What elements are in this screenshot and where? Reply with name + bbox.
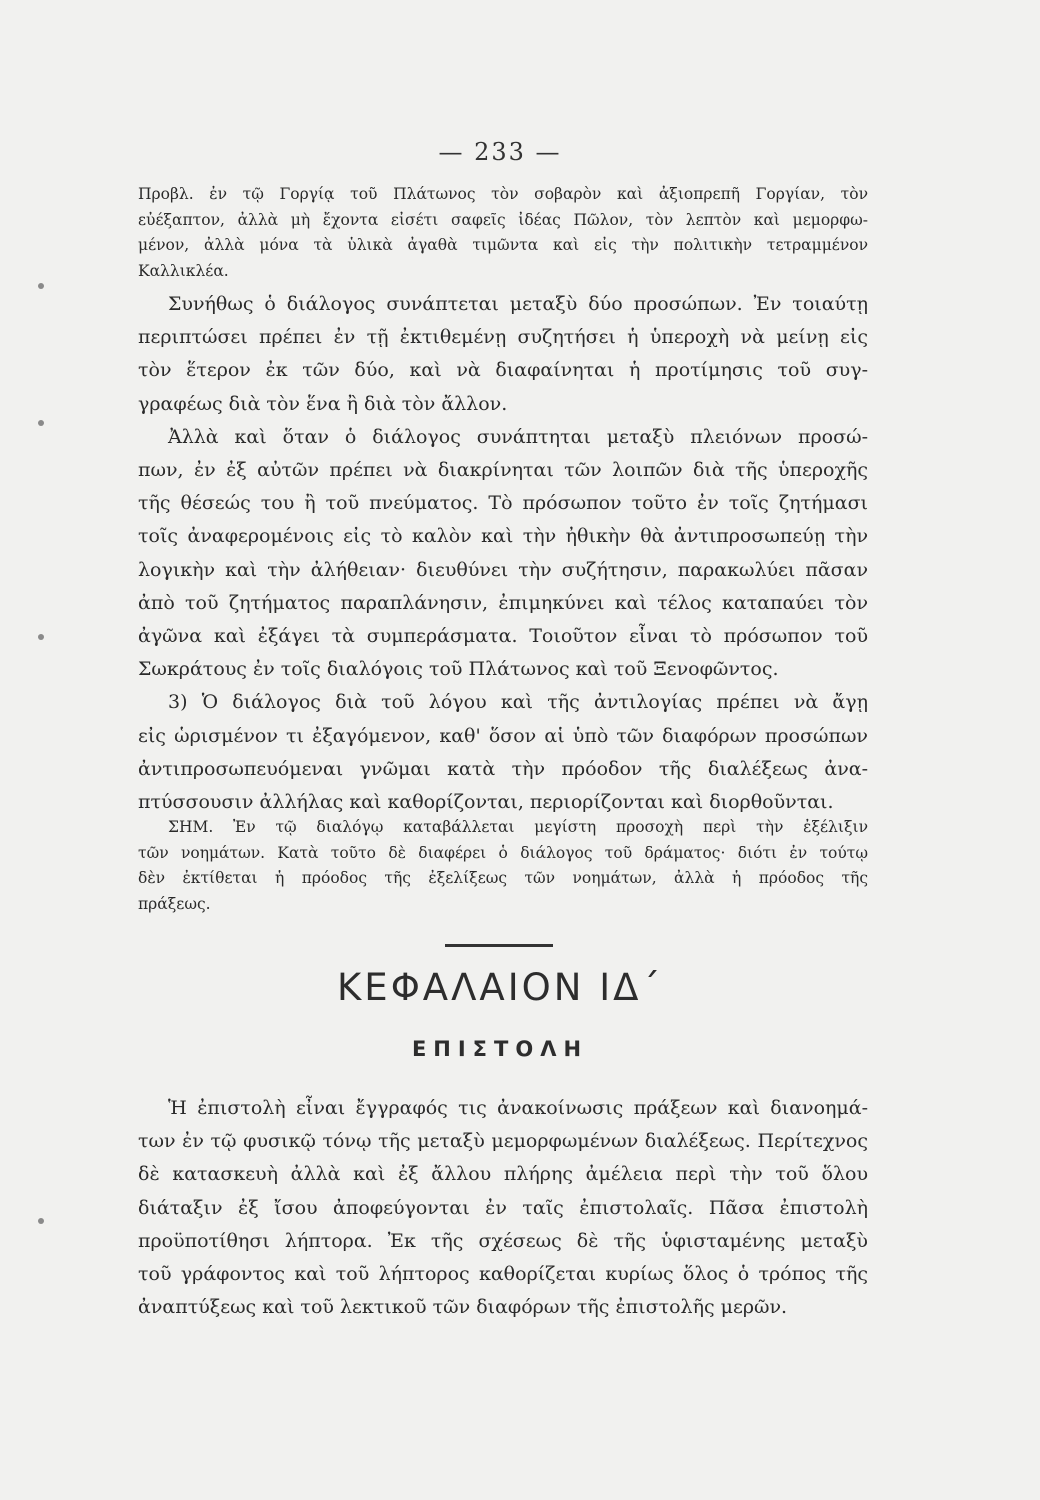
text-line: Ἡ ἐπιστολὴ εἶναι ἔγγραφός τις ἀνακοίνωσις πράξεων καὶ διανοημά- — [168, 1097, 868, 1119]
text-line: πράξεως. — [138, 894, 211, 913]
dialogue-section — [138, 288, 868, 819]
text-line: τοῦ γράφοντος καὶ τοῦ λήπτορος καθορίζεται κυρίως ὅλος ὁ τρόπος τῆς — [138, 1263, 868, 1286]
text-line: ἀντιπροσωπευόμεναι γνῶμαι κατὰ τὴν πρόοδον τῆς διαλέξεως ἀνα- — [138, 757, 868, 780]
text-line: εὐέξαπτον, ἀλλὰ μὴ ἔχοντα εἰσέτι σαφεῖς ἰδέας Πῶλον, τὸν λεπτὸν καὶ μεμορφω- — [138, 210, 868, 229]
text-line: Συνήθως ὁ διάλογος συνάπτεται μεταξὺ δύο προσώπων. Ἐν τοιαύτῃ — [168, 293, 868, 315]
text-line: ἀναπτύξεως καὶ τοῦ λεκτικοῦ τῶν διαφόρων τῆς ἐπιστολῆς μερῶν. — [138, 1296, 788, 1319]
text-line: Σωκράτους ἐν τοῖς διαλόγοις τοῦ Πλάτωνος καὶ τοῦ Ξενοφῶντος. — [138, 658, 779, 681]
text-line: πτύσσουσιν ἀλλήλας καὶ καθορίζονται, περιορίζονται καὶ διορθοῦνται. — [138, 791, 834, 814]
text-line: των ἐν τῷ φυσικῷ τόνῳ τῆς μεταξὺ μεμορφωμένων διαλέξεως. Περίτεχνος — [138, 1130, 868, 1153]
note-paragraph — [138, 815, 868, 917]
text-line: 3) Ὁ διάλογος διὰ τοῦ λόγου καὶ τῆς ἀντιλογίας πρέπει νὰ ἄγῃ — [168, 691, 868, 714]
text-line: ἀπὸ τοῦ ζητήματος παραπλάνησιν, ἐπιμηκύνει καὶ τέλος καταπαύει τὸν — [138, 591, 868, 614]
section-divider — [445, 944, 553, 947]
letter-section — [138, 1092, 868, 1324]
scan-speck — [38, 634, 44, 640]
text-line: δὲ κατασκευὴ ἀλλὰ καὶ ἐξ ἄλλου πλήρης ἀμέλεια περὶ τὴν τοῦ ὅλου — [138, 1163, 868, 1186]
text-line: δὲν ἐκτίθεται ἡ πρόοδος τῆς ἐξελίξεως τῶν νοημάτων, ἀλλὰ ἡ πρόοδος τῆς — [138, 869, 868, 887]
text-line: περιπτώσει πρέπει ἐν τῇ ἐκτιθεμένῃ συζητήσει ἡ ὑπεροχὴ νὰ μείνῃ εἰς — [138, 326, 868, 349]
text-line: εἰς ὡρισμένον τι ἐξαγόμενον, καθ' ὅσον αἱ ὑπὸ τῶν διαφόρων προσώπων — [138, 724, 868, 747]
text-line: τῶν νοημάτων. Κατὰ τοῦτο δὲ διαφέρει ὁ διάλογος τοῦ δράματος· διότι ἐν τούτῳ — [138, 843, 868, 862]
text-line: Καλλικλέα. — [138, 261, 229, 280]
text-line: μένον, ἀλλὰ μόνα τὰ ὑλικὰ ἀγαθὰ τιμῶντα καὶ εἰς τὴν πολιτικὴν τετραμμένον — [138, 236, 868, 254]
text-line: ἀγῶνα καὶ ἐξάγει τὰ συμπεράσματα. Τοιοῦτον εἶναι τὸ πρόσωπον τοῦ — [138, 625, 868, 648]
text-line: τοῖς ἀναφερομένοις εἰς τὸ καλὸν καὶ τὴν ἠθικὴν θὰ ἀντιπροσωπεύῃ τὴν — [138, 525, 868, 548]
chapter-title: ΚΕΦΑΛΑΙΟΝ ΙΔ΄ — [337, 966, 663, 1009]
text-line: ΣΗΜ. Ἐν τῷ διαλόγῳ καταβάλλεται μεγίστη προσοχὴ περὶ τὴν ἐξέλιξιν — [168, 818, 868, 836]
scan-speck — [38, 283, 44, 289]
text-line: προϋποτίθησι λήπτορα. Ἐκ τῆς σχέσεως δὲ τῆς ὑφισταμένης μεταξὺ — [138, 1229, 868, 1252]
text-line: Ἀλλὰ καὶ ὅταν ὁ διάλογος συνάπτηται μεταξὺ πλειόνων προσώ- — [168, 425, 868, 448]
text-line: διάταξιν ἐξ ἴσου ἀποφεύγονται ἐν ταῖς ἐπιστολαῖς. Πᾶσα ἐπιστολὴ — [138, 1196, 868, 1219]
chapter-subtitle: ΕΠΙΣΤΟΛΗ — [411, 1037, 589, 1061]
text-line: γραφέως διὰ τὸν ἕνα ἢ διὰ τὸν ἄλλον. — [138, 392, 508, 415]
example-paragraph — [138, 182, 868, 284]
text-line: πων, ἐν ἐξ αὐτῶν πρέπει νὰ διακρίνηται τῶν λοιπῶν διὰ τῆς ὑπεροχῆς — [138, 459, 868, 482]
text-line: λογικὴν καὶ τὴν ἀλήθειαν· διευθύνει τὴν συζήτησιν, παρακωλύει πᾶσαν — [138, 558, 868, 581]
text-line: τῆς θέσεώς του ἢ τοῦ πνεύματος. Τὸ πρόσωπον τοῦτο ἐν τοῖς ζητήμασι — [138, 492, 868, 515]
page-number: — 233 — — [438, 138, 562, 166]
text-line: τὸν ἕτερον ἐκ τῶν δύο, καὶ νὰ διαφαίνηται ἡ προτίμησις τοῦ συγ- — [138, 359, 868, 382]
scan-speck — [38, 420, 44, 426]
text-line: Προβλ. ἐν τῷ Γοργίᾳ τοῦ Πλάτωνος τὸν σοβαρὸν καὶ ἀξιοπρεπῆ Γοργίαν, τὸν — [138, 185, 868, 203]
scan-speck — [38, 1218, 44, 1224]
